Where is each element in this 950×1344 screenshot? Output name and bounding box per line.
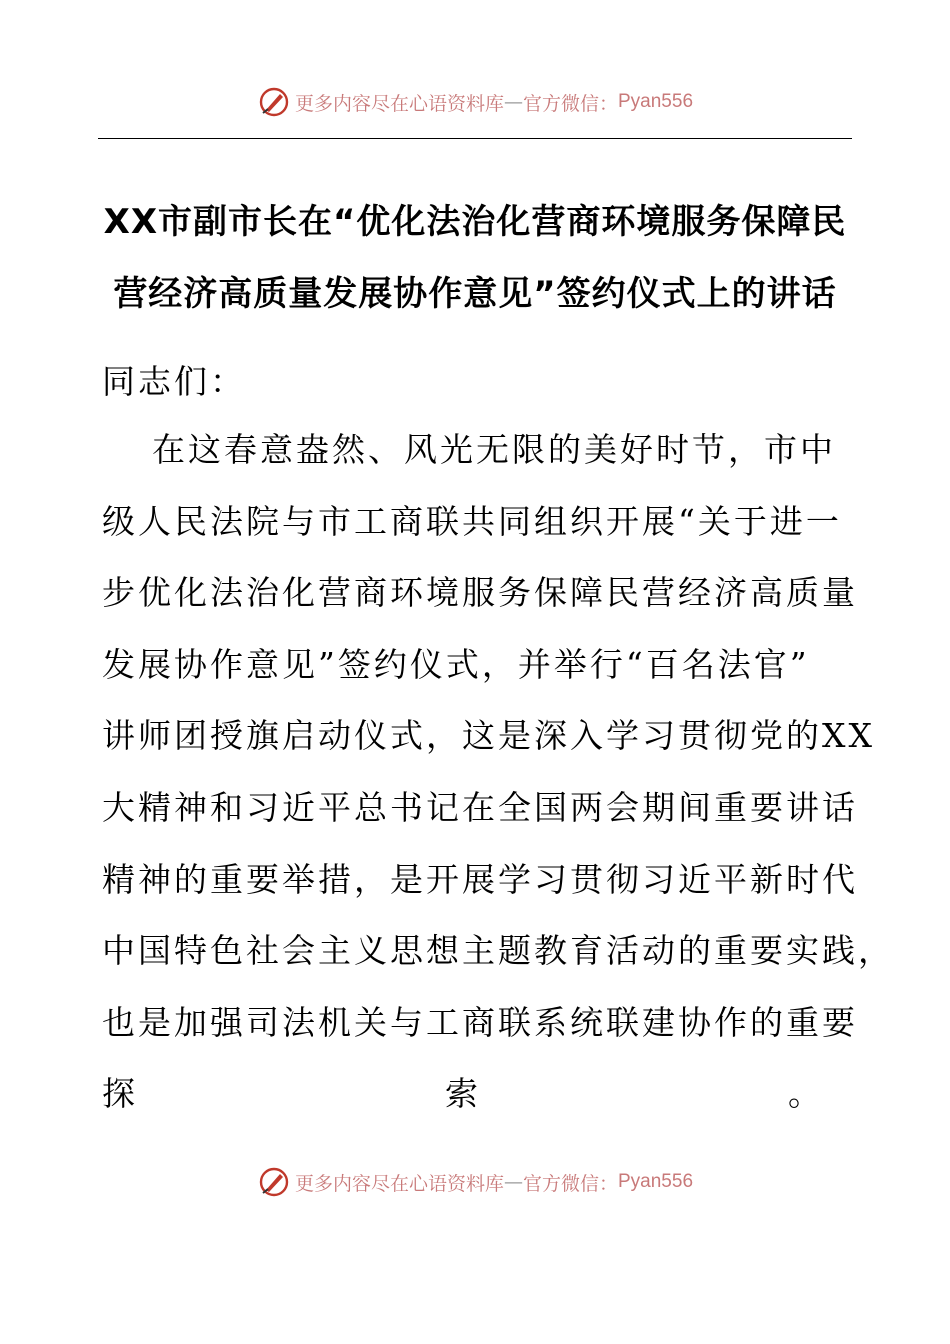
body-paragraph [102, 414, 894, 1130]
header-divider [98, 138, 852, 139]
footer-watermark [0, 1162, 950, 1202]
watermark-separator: — [503, 1171, 523, 1193]
title-line-1: XX市副市长在“优化法治化营商环境服务保障民 [103, 202, 847, 242]
document-title [98, 186, 852, 330]
last-line-part: 。 [788, 1074, 824, 1114]
watermark-contact-label: 官方微信： [522, 92, 618, 115]
paragraph-line: 精神的重要举措，是开展学习贯彻习近平新时代 [102, 859, 858, 899]
paragraph-line: 步优化法治化营商环境服务保障民营经济高质量 [102, 573, 858, 613]
paragraph-line: 大精神和习近平总书记在全国两会期间重要讲话 [102, 787, 858, 827]
paragraph-line: 在这春意盎然、风光无限的美好时节，市中 [152, 430, 836, 469]
title-line-2: 营经济高质量发展协作意见”签约仪式上的讲话 [113, 274, 837, 314]
paragraph-last-line [102, 1058, 824, 1130]
paragraph-line: 中国特色社会主义思想主题教育活动的重要实践， [102, 931, 894, 971]
watermark-text: 更多内容尽在心语资料库 [294, 1172, 504, 1195]
last-line-part: 索 [445, 1074, 481, 1114]
header-watermark [0, 82, 950, 122]
quill-logo-icon [257, 85, 291, 119]
paragraph-line: 发展协作意见”签约仪式，并举行“百名法官” [102, 644, 810, 684]
last-line-part: 探 [102, 1074, 138, 1114]
watermark-separator: — [503, 91, 523, 113]
watermark-contact-id: Pyan556 [618, 1171, 694, 1192]
paragraph-line: 也是加强司法机关与工商联系统联建协作的重要 [102, 1002, 858, 1042]
watermark-contact-id: Pyan556 [618, 91, 694, 112]
watermark-text: 更多内容尽在心语资料库 [294, 92, 504, 115]
quill-logo-icon [257, 1165, 291, 1199]
paragraph-line: 级人民法院与市工商联共同组织开展“关于进一 [102, 501, 842, 541]
watermark-contact-label: 官方微信： [522, 1172, 618, 1195]
paragraph-line: 讲师团授旗启动仪式，这是深入学习贯彻党的XX [102, 716, 875, 756]
salutation: 同志们： [102, 362, 246, 401]
